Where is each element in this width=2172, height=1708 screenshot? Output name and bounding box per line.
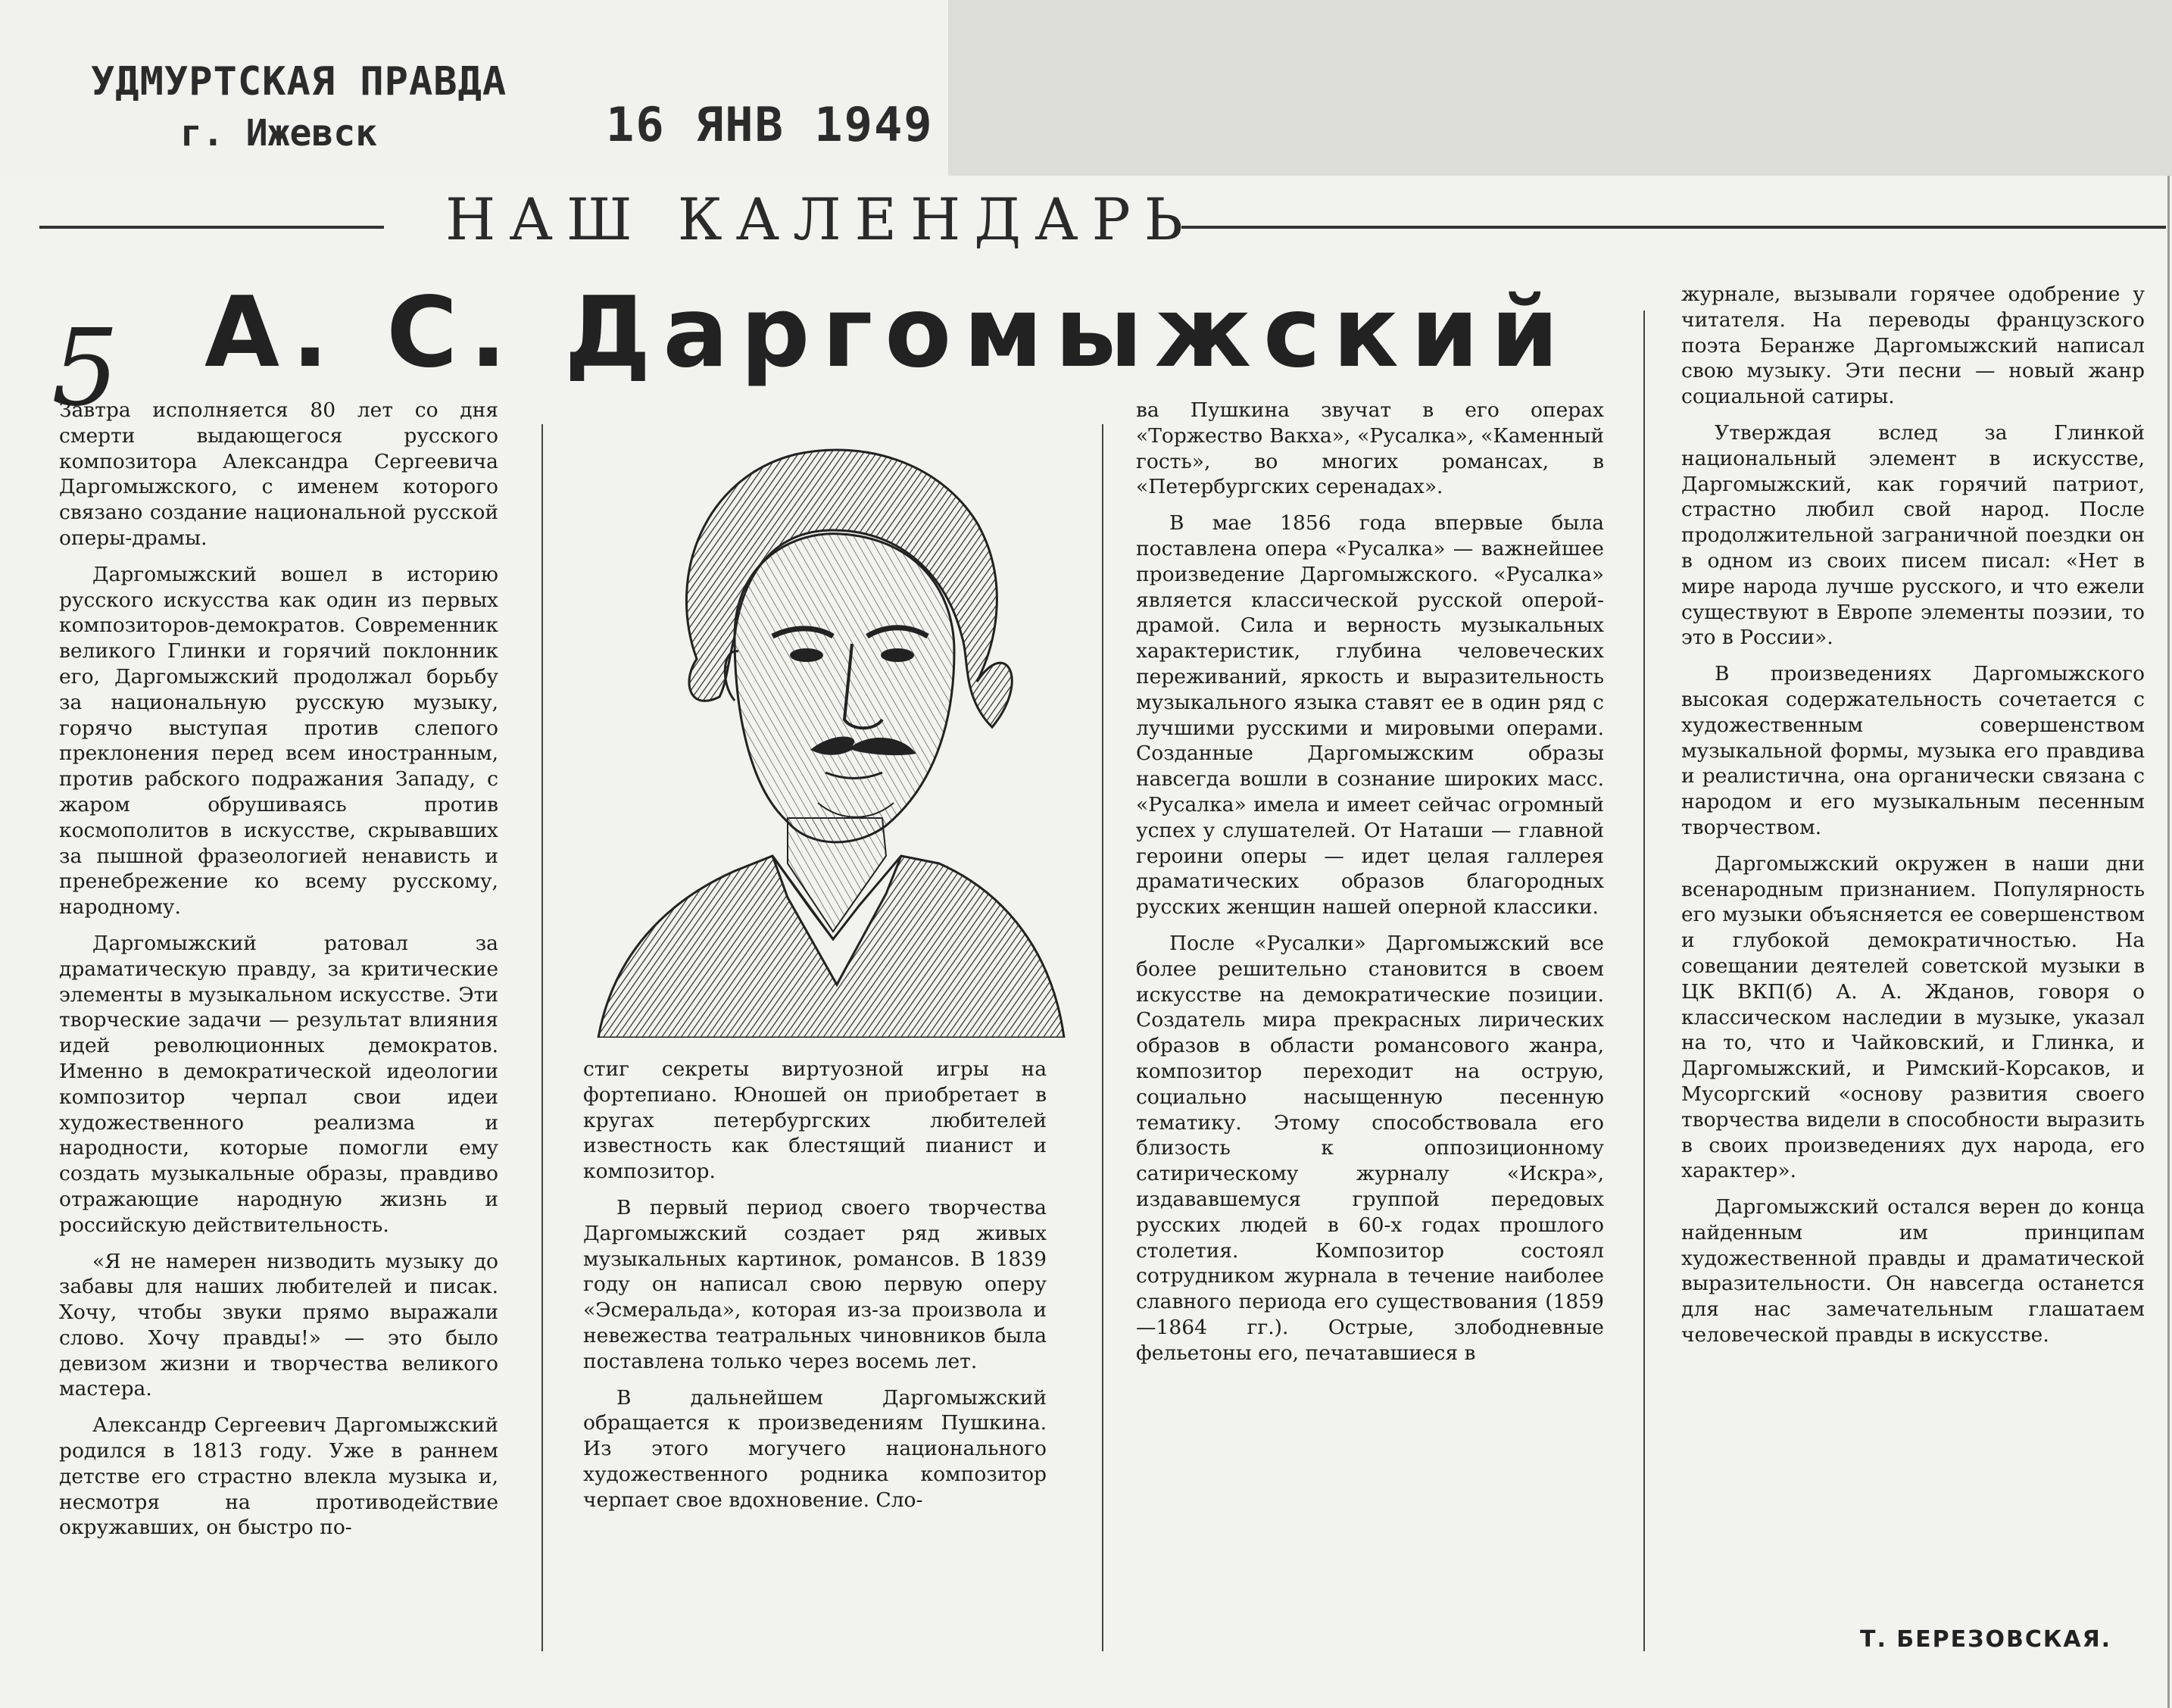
paragraph: В мае 1856 года впервые была поставлена опера «Русалка» — важнейшее произведение Даргомыжского. «Русалка» является классической русской оперой-драмой. Сила и верность музыкальных характеристик, глубина человеческих переживаний, яркость и выразительность музыкального языка ставят ее в один ряд с лучшими русскими и мировыми операми. Созданные Даргомыжским образы навсегда вошли в сознание широких масс. «Русалка» имела и имеет сейчас огромный успех у слушателей. От Наташи — главной героини оперы — идет целая галлерея драматических образов благородных русских женщин нашей оперной классики. (1136, 511, 1604, 920)
section-title: НАШ КАЛЕНДАРЬ (445, 186, 1197, 253)
title-rule-left (39, 226, 384, 229)
paragraph: В дальнейшем Даргомыжский обращается к произведениям Пушкина. Из этого могучего национального художественного родника композитор черпает свое вдохновение. Сло- (583, 1385, 1047, 1512)
clipping-right-edge (2167, 176, 2170, 1708)
paragraph: Александр Сергеевич Даргомыжский родился в 1813 году. Уже в раннем детстве его страстно влекла музыка и, несмотря на противодействие окружавших, он быстро по- (59, 1413, 498, 1540)
handwritten-page-mark: 5 (51, 307, 120, 430)
paragraph: журнале, вызывали горячее одобрение у читателя. На переводы французского поэта Беранже Даргомыжский написал свою музыку. Эти песни — новый жанр социальной сатиры. (1681, 283, 2145, 409)
paragraph: ва Пушкина звучат в его операх «Торжество Вакха», «Русалка», «Каменный гость», во многих романсах, в «Петербургских серенадах». (1136, 398, 1604, 499)
paragraph: В произведениях Даргомыжского высокая содержательность сочетается с художественным совершенством музыкальной формы, музыка его правдива и реалистична, она органически связана с народом и его музыкальным песенным творчеством. (1681, 662, 2145, 839)
newspaper-city-stamp: г. Ижевск (180, 112, 378, 155)
newspaper-name-stamp: УДМУРТСКАЯ ПРАВДА (91, 59, 507, 105)
paragraph: После «Русалки» Даргомыжский все более решительно становится в своем искусстве на демократические позиции. Создатель мира прекрасных лирических образов в области романсового жанра, композитор переходит на острую, социально насыщенную песенную тематику. Этому способствовала его близость к оппозиционному сатирическому журналу «Искра», издававшемуся группой передовых русских людей в 60-х годах прошлого столетия. Композитор состоял сотрудником журнала в течение наиболее славного периода его существования (1859—1864 гг.). Острые, злободневные фельетоны его, печатавшиеся в (1136, 931, 1604, 1365)
article-column-1 (59, 398, 498, 1551)
column-divider (541, 424, 543, 1651)
clipping-stamp-card (0, 0, 950, 177)
paragraph: «Я не намерен низводить музыку до забавы для наших любителей и писак. Хочу, чтобы звуки прямо выражали слово. Хочу правды!» — это было девизом жизни и творчества великого мастера. (59, 1249, 498, 1401)
paragraph: Даргомыжский вошел в историю русского искусства как один из первых композиторов-демократов. Современник великого Глинки и горячий поклонник его, Даргомыжский продолжал борьбу за национальную русскую музыку, горячо выступая против слепого преклонения перед всем иностранным, против рабского подражания Западу, с жаром обрушиваясь против космополитов в искусстве, скрывавших за пышной фразеологией ненависть и пренебрежение ко всему русскому, народному. (59, 562, 498, 920)
composer-portrait-icon (583, 409, 1068, 1038)
date-stamp: 16 ЯНВ 1949 (606, 97, 934, 152)
paragraph: стиг секреты виртуозной игры на фортепиано. Юношей он приобретает в кругах петербургских любителей известность как блестящий пианист и композитор. (583, 1057, 1047, 1184)
paragraph: Завтра исполняется 80 лет со дня смерти выдающегося русского композитора Александра Сергеевича Даргомыжского, с именем которого связано создание национальной русской оперы-драмы. (59, 398, 498, 550)
column-divider (1643, 311, 1645, 1651)
article-column-2 (583, 1057, 1047, 1524)
paragraph: Утверждая вслед за Глинкой национальный элемент в искусстве, Даргомыжский, как горячий патриот, страстно любил свой народ. После продолжительной заграничной поездки он в одном из своих писем писал: «Нет в мире народа лучше русского, и что ежели существуют в Европе элементы поэзии, то это в России». (1681, 420, 2145, 650)
backing-paper (948, 0, 2172, 176)
paragraph: Даргомыжский ратовал за драматическую правду, за критические элементы в музыкальном искусстве. Эти творческие задачи — результат влияния идей революционных демократов. Именно в демократической идеологии композитор черпал свои идеи художественного реализма и народности, которые помогли ему создать музыкальные образы, правдиво отражающие народную жизнь и российскую действительность. (59, 931, 498, 1237)
paragraph: В первый период своего творчества Даргомыжский создает ряд живых музыкальных картинок, романсов. В 1839 году он написал свою первую оперу «Эсмеральда», которая из-за произвола и невежества театральных чиновников была поставлена только через восемь лет. (583, 1195, 1047, 1373)
column-divider (1102, 424, 1103, 1651)
article-column-4 (1681, 282, 2145, 1359)
author-signature: Т. БЕРЕЗОВСКАЯ. (1860, 1626, 2112, 1653)
paragraph: Даргомыжский окружен в наши дни всенародным признанием. Популярность его музыки объясняется ее совершенством и глубокой демократичностью. На совещании деятелей советской музыки в ЦК ВКП(б) А. А. Жданов, говоря о классическом наследии в музыке, указал на то, что и Чайковский, и Глинка, и Даргомыжский, и Римский-Корсаков, и Мусоргский «основу развития своего творчества видели в способности выразить в своих произведениях дух народа, его характер». (1681, 851, 2145, 1183)
article-column-3 (1136, 398, 1604, 1376)
paragraph: Даргомыжский остался верен до конца найденным им принципам художественной правды и драматической выразительности. Он навсегда останется для нас замечательным глашатаем человеческой правды в искусстве. (1681, 1195, 2145, 1347)
title-rule-right (1181, 226, 2166, 229)
article-headline: А. С. Даргомыжский (204, 276, 1571, 389)
